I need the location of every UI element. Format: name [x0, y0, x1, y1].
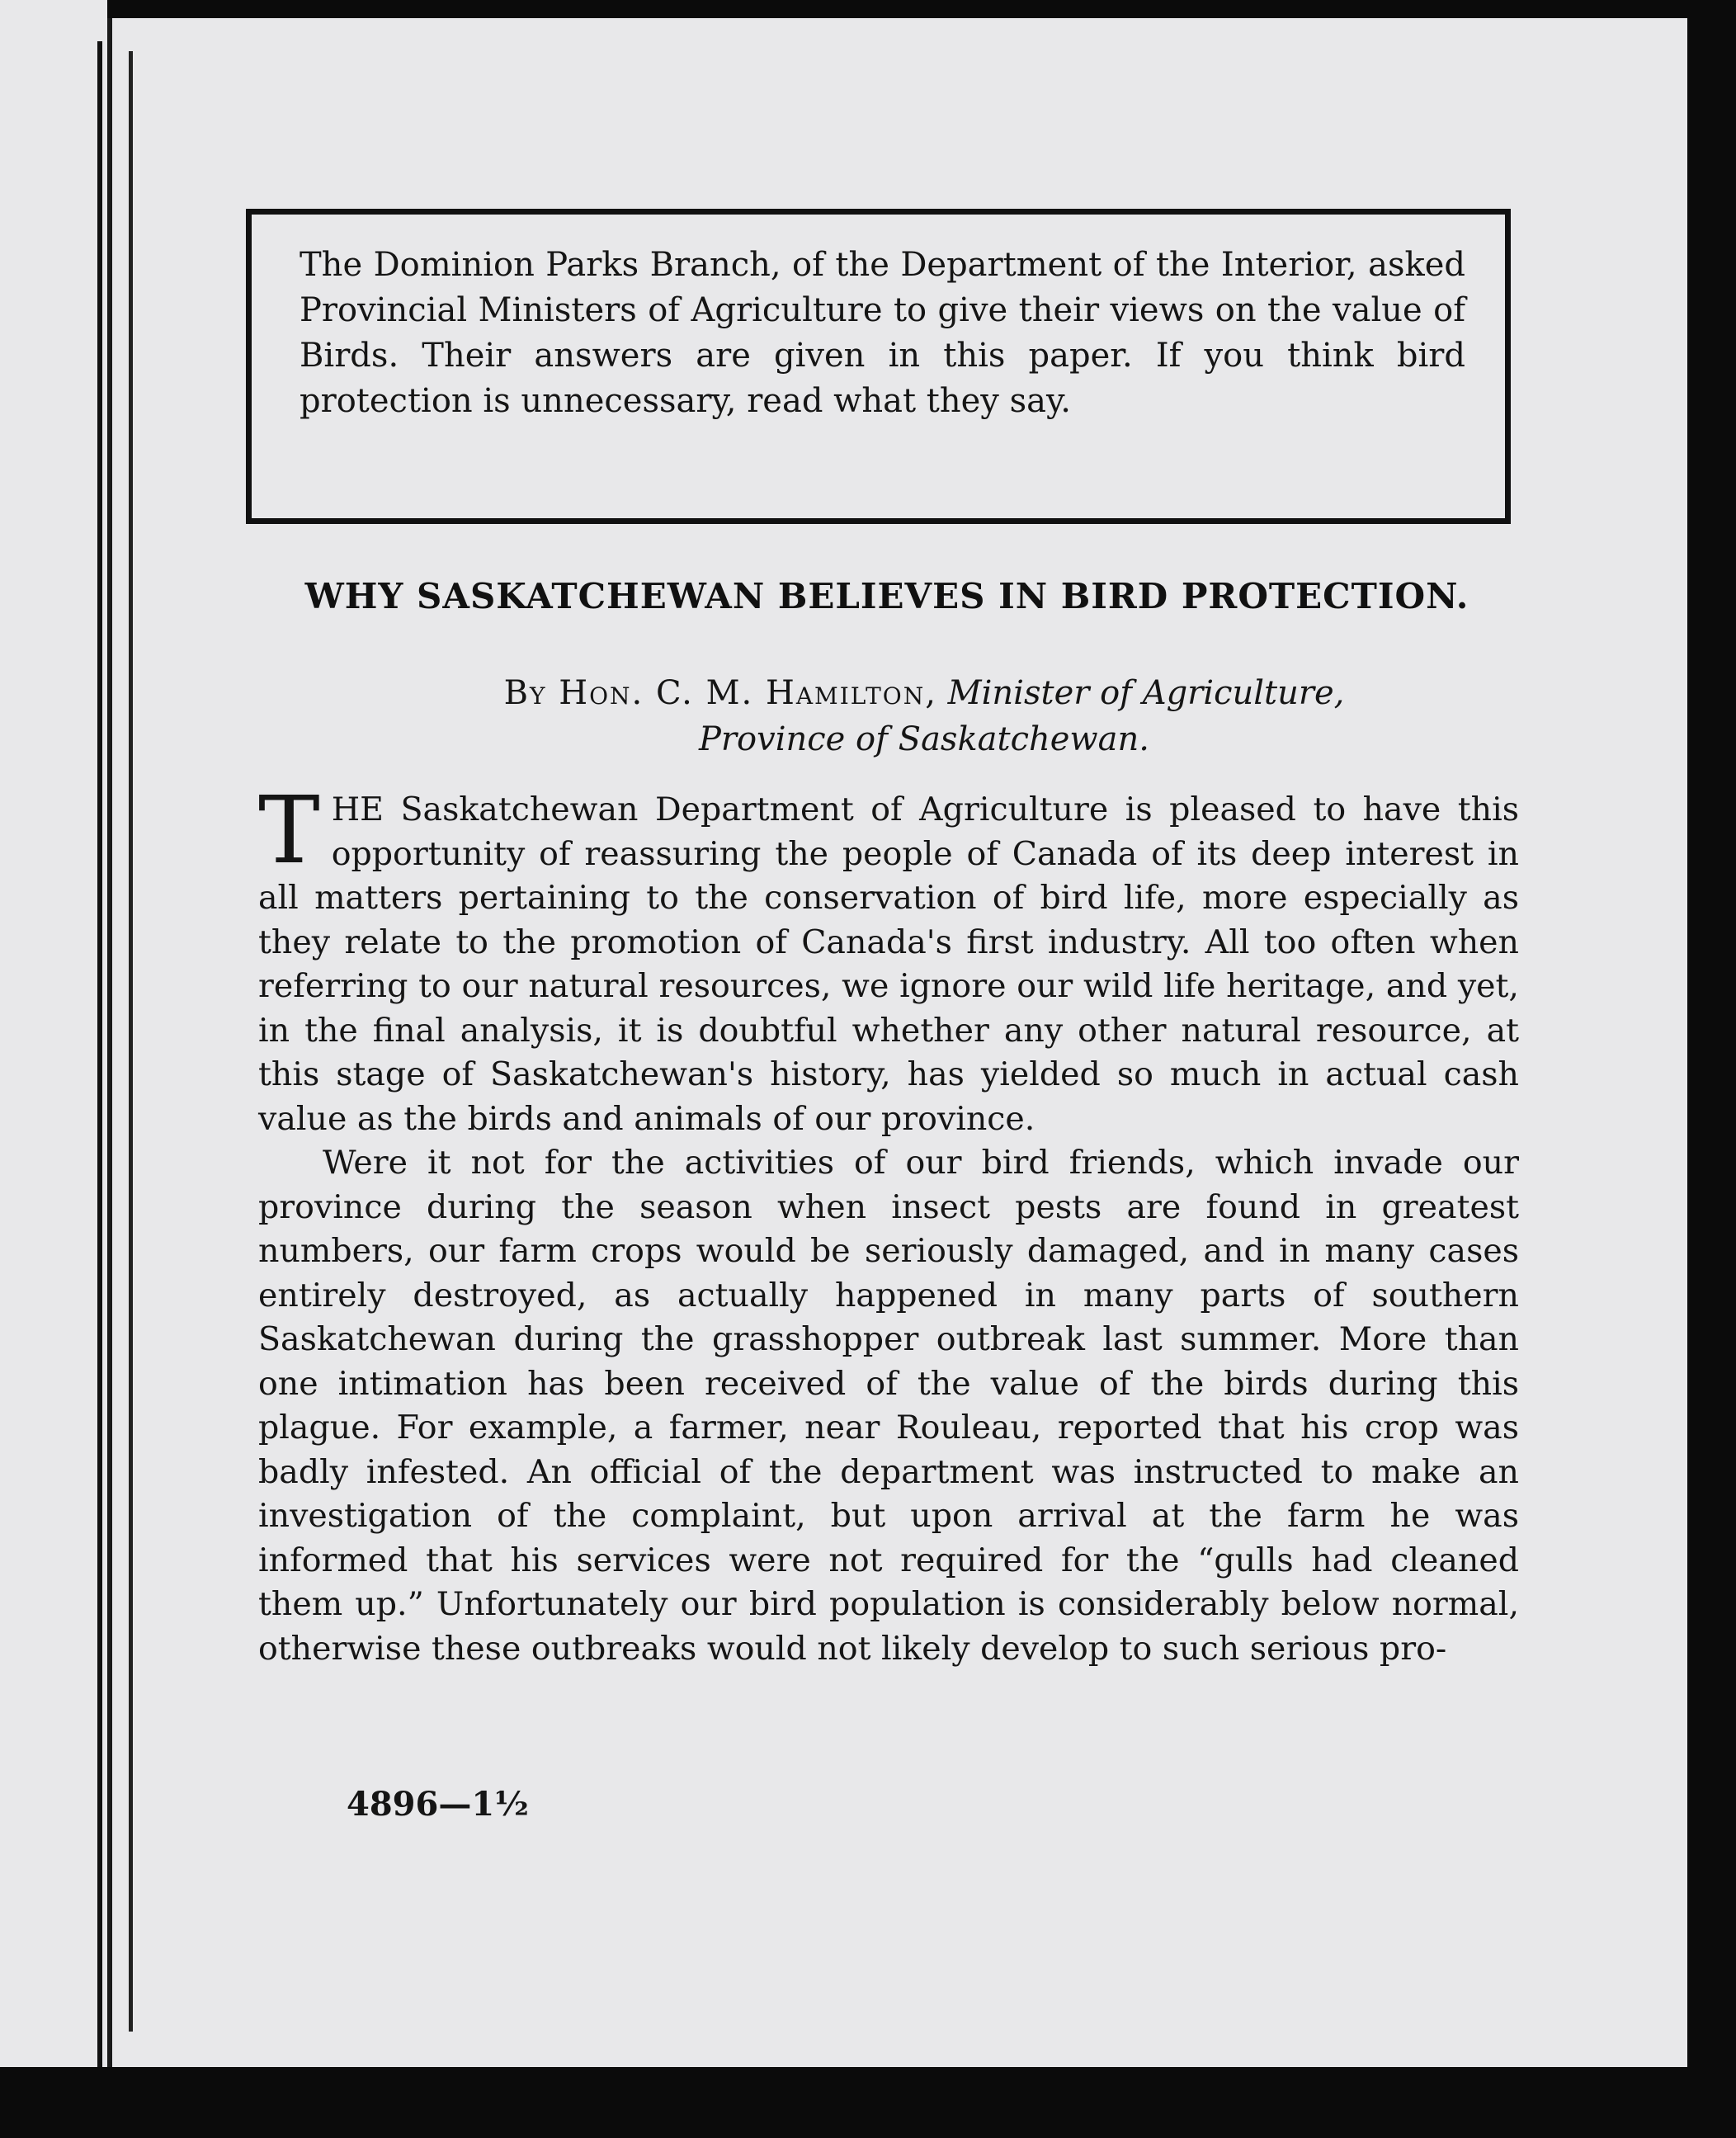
- notice-box: [246, 209, 1511, 524]
- byline: [347, 670, 1502, 762]
- paragraph-2: Were it not for the activities of our bird friends, which invade our province during the season when insect pests are found in greatest numbers, our farm crops would be seriously damaged, and in many cases entirely destroyed, as actually happened in many parts of southern Saskatchewan during the grasshopper outbreak last summer. More than one intimation has been received of the value of the birds during this plague. For example, a farmer, near Rouleau, reported that his crop was badly infested. An official of the department was instructed to make an investigation of the complaint, but upon arrival at the farm he was informed that his services were not required for the “gulls had cleaned them up.” Unfortunately our bird population is considerably below normal, otherwise these outbreaks would not likely develop to such serious pro-: [258, 1144, 1519, 1668]
- byline-role: Minister of Agriculture,: [947, 674, 1345, 712]
- right-scan-border: [1687, 0, 1736, 2138]
- page-signature-code: 4896—1½: [347, 1785, 529, 1824]
- byline-line-1: [347, 670, 1502, 716]
- left-page-edge: [0, 0, 107, 2138]
- byline-province: Province of Saskatchewan.: [699, 720, 1149, 758]
- paragraph-1: THE Saskatchewan Department of Agriculture is pleased to have this opportunity of reassuring the people of Canada of its deep interest in all matters pertaining to the conservation of bird life, more especially as they relate to the promotion of Canada's first industry. All too often when referring to our natural resources, we ignore our wild life heritage, and yet, in the final analysis, it is doubtful whether any other natural resource, at this stage of Saskatchewan's history, has yielded so much in actual cash value as the birds and animals of our province.: [258, 777, 1519, 1138]
- article-title: WHY SASKATCHEWAN BELIEVES IN BIRD PROTECTION.: [304, 576, 1469, 616]
- bottom-scan-border: [0, 2067, 1736, 2138]
- left-binding-rule: [97, 41, 102, 2096]
- byline-line-2: [347, 716, 1502, 762]
- article-body: [258, 777, 1519, 1671]
- byline-author: By Hon. C. M. Hamilton,: [503, 674, 937, 712]
- notice-text: The Dominion Parks Branch, of the Department of the Interior, asked Provincial Ministers of Agriculture to give their views on the value of Birds. Their answers are given in this paper. If you think bird protection is unnecessary, read what they say.: [300, 246, 1465, 420]
